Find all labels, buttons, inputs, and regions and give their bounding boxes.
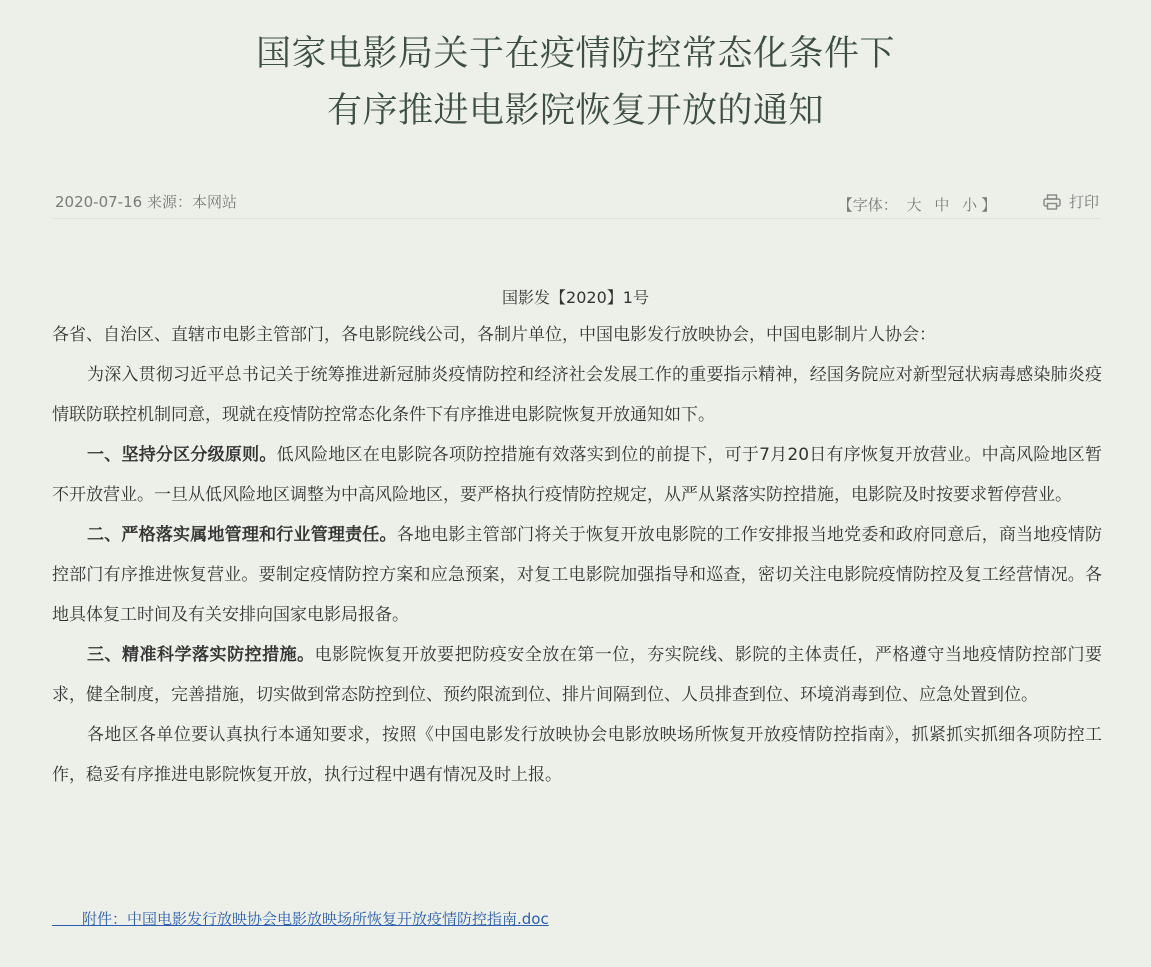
publish-date: 2020-07-16 [55, 193, 143, 211]
item-paragraph-1 [52, 435, 1102, 515]
print-label: 打印 [1068, 193, 1099, 211]
printer-icon [1043, 194, 1061, 210]
article-title [0, 26, 1151, 140]
item-body-2: 各地电影主管部门将关于恢复开放电影院的工作安排报当地党委和政府同意后，商当地疫情防控部门有序推进恢复营业。要制定疫情防控方案和应急预案，对复工电影院加强指导和巡查，密切关注电影院疫情防控及复工经营情况。各地具体复工时间及有关安排向国家电影局报备。 [52, 525, 1103, 625]
item-paragraph-3 [52, 635, 1102, 715]
item-heading-2: 二、严格落实属地管理和行业管理责任。 [87, 525, 397, 545]
article-source: 来源：本网站 [146, 193, 237, 211]
item-heading-1: 一、坚持分区分级原则。 [87, 445, 277, 465]
article-tools [838, 191, 1099, 215]
publish-info [55, 191, 237, 212]
intro-paragraph: 为深入贯彻习近平总书记关于统筹推进新冠肺炎疫情防控和经济社会发展工作的重要指示精神，经国务院应对新型冠状病毒感染肺炎疫情联防联控机制同意，现就在疫情防控常态化条件下有序推进电影院恢复开放通知如下。 [52, 365, 1102, 425]
font-size-label: 字体： [852, 195, 898, 214]
title-line-2: 有序推进电影院恢复开放的通知 [326, 91, 824, 131]
font-size-large-button[interactable]: 大 [906, 195, 922, 214]
font-size-medium-button[interactable]: 中 [934, 195, 950, 214]
closing-paragraph: 各地区各单位要认真执行本通知要求，按照《中国电影发行放映协会电影放映场所恢复开放疫情防控指南》，抓紧抓实抓细各项防控工作，稳妥有序推进电影院恢复开放，执行过程中遇有情况及时上报。 [52, 725, 1102, 785]
item-heading-3: 三、精准科学落实防控措施。 [87, 645, 315, 665]
item-paragraph-2 [52, 515, 1102, 635]
attachment-link[interactable]: 附件：中国电影发行放映协会电影放映场所恢复开放疫情防控指南.doc [52, 910, 549, 928]
print-button[interactable] [1043, 191, 1099, 212]
font-size-control: 【字体： 大 中 小 】 [837, 195, 997, 214]
item-body-3: 电影院恢复开放要把防疫安全放在第一位，夯实院线、影院的主体责任，严格遵守当地疫情防控部门要求，健全制度，完善措施，切实做到常态防控到位、预约限流到位、排片间隔到位、人员排查到位、环境消毒到位、应急处置到位。 [52, 645, 1103, 705]
article-body [52, 315, 1102, 795]
article-meta-bar [53, 188, 1101, 219]
title-line-1: 国家电影局关于在疫情防控常态化条件下 [255, 34, 895, 74]
recipients: 各省、自治区、直辖市电影主管部门，各电影院线公司，各制片单位，中国电影发行放映协会，中国电影制片人协会： [52, 325, 936, 345]
item-body-1: 低风险地区在电影院各项防控措施有效落实到位的前提下，可于7月20日有序恢复开放营业。中高风险地区暂不开放营业。一旦从低风险地区调整为中高风险地区，要严格执行疫情防控规定，从严从紧落实防控措施，电影院及时按要求暂停营业。 [52, 445, 1103, 505]
font-size-small-button[interactable]: 小 [962, 195, 978, 214]
document-number: 国影发【2020】1号 [502, 288, 649, 307]
